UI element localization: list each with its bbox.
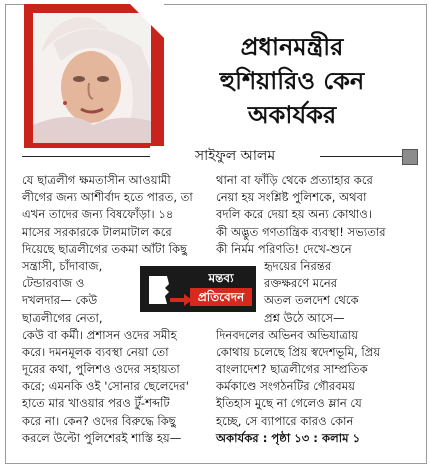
text-line: ইতিহাস মুছে না গেলেও ম্লান যে: [216, 396, 362, 411]
headline-line: হুশিয়ারিও কেন: [219, 67, 365, 95]
text-line: হৃদয়ের নিরন্তর: [264, 258, 332, 273]
author-byline: সাইফুল আলম: [150, 146, 320, 166]
text-line: দূরের কথা, পুলিশও ওদের সহায়তা: [22, 362, 180, 377]
text-line: এখন তাদের জন্য বিষফোঁড়া। ১৪: [22, 207, 174, 222]
text-line: করলে উল্টো পুলিশেরই শাস্তি হয়—: [22, 430, 182, 445]
byline-ornament: [402, 149, 418, 165]
text-line: প্রশ্ন উঠে আসে—: [264, 310, 345, 325]
text-line: হাতে মার খাওয়ার পরও টুঁ-শব্দটি: [22, 396, 170, 411]
text-line: কী অদ্ভুত গণতান্ত্রিক ব্যবস্থা! সভ্যতার: [216, 224, 386, 239]
text-line: সন্ত্রাসী, চাঁদাবাজ,: [22, 258, 103, 273]
byline-rule-left: [22, 156, 150, 157]
text-line: করে; এমনকি ওই 'সোনার ছেলেদের': [22, 379, 189, 394]
portrait-photo: [33, 13, 151, 143]
text-line: কোথায় চলেছে প্রিয় স্বদেশভূমি, প্রিয়: [216, 344, 381, 359]
text-line: দিয়েছে ছাত্রলীগের তকমা আঁটা কিছু: [22, 241, 188, 256]
text-line: অতল তলদেশ থেকে: [264, 293, 359, 308]
text-line: হচ্ছে, সে ব্যাপারে কারও কোন: [216, 413, 354, 428]
arrow-icon: [170, 292, 194, 306]
article-headline: [172, 30, 412, 132]
text-line: কেউ বা কর্মী। প্রশাসন ওদের সমীহ: [22, 327, 177, 342]
text-line: নেয়া হয় সংশ্লিষ্ট পুলিশকে, অথবা: [216, 190, 367, 205]
text-line: ছাত্রলীগের নেতা,: [22, 310, 103, 325]
continuation-reference: অকার্যকর : পৃষ্ঠা ১৩ : কলাম ১: [216, 430, 361, 445]
photo-frame: [24, 4, 164, 148]
text-line: রক্তক্ষরণে মনের: [264, 276, 338, 291]
badge-label-bottom: প্রতিবেদন: [190, 288, 252, 306]
text-line: করে। দমনমূলক ব্যবস্থা নেয়া তো: [22, 344, 169, 359]
text-line: থানা বা ফাঁড়ি থেকে প্রত্যাহার করে: [216, 173, 373, 187]
text-line: বাংলাদেশ? ছাত্রলীগের সাম্প্রতিক: [216, 362, 368, 377]
byline-rule-right: [320, 156, 402, 157]
headline-line: প্রধানমন্ত্রীর: [240, 33, 344, 61]
text-line: মাসের সরকারকে টালমাটাল করে: [22, 224, 172, 239]
text-line: দখলদার— কেউ: [22, 293, 98, 308]
badge-label-top: মন্তব্য: [208, 271, 234, 285]
text-line: যে ছাত্রলীগ ক্ষমতাসীন আওয়ামী: [22, 173, 171, 187]
text-line: বদলি করে দেয়া হয় অন্য কোথাও।: [216, 207, 373, 222]
text-line: করে না। কেন? ওদের বিরুদ্ধে কিছু: [22, 413, 176, 428]
headline-line: অকার্যকর: [247, 101, 337, 129]
text-line: দিনবদলের অভিনব অভিযাত্রায়: [216, 327, 359, 342]
text-line: টেন্ডারবাজ ও: [22, 276, 85, 291]
text-line: লীগের জন্য আশীর্বাদ হতে পারত, তা: [22, 190, 193, 205]
text-line: কী নির্মম পরিণতি! দেখে-শুনে: [216, 241, 352, 256]
commentary-badge: [140, 266, 256, 312]
text-line: কর্মকাণ্ডে সংগঠনটির গৌরবময়: [216, 379, 355, 394]
